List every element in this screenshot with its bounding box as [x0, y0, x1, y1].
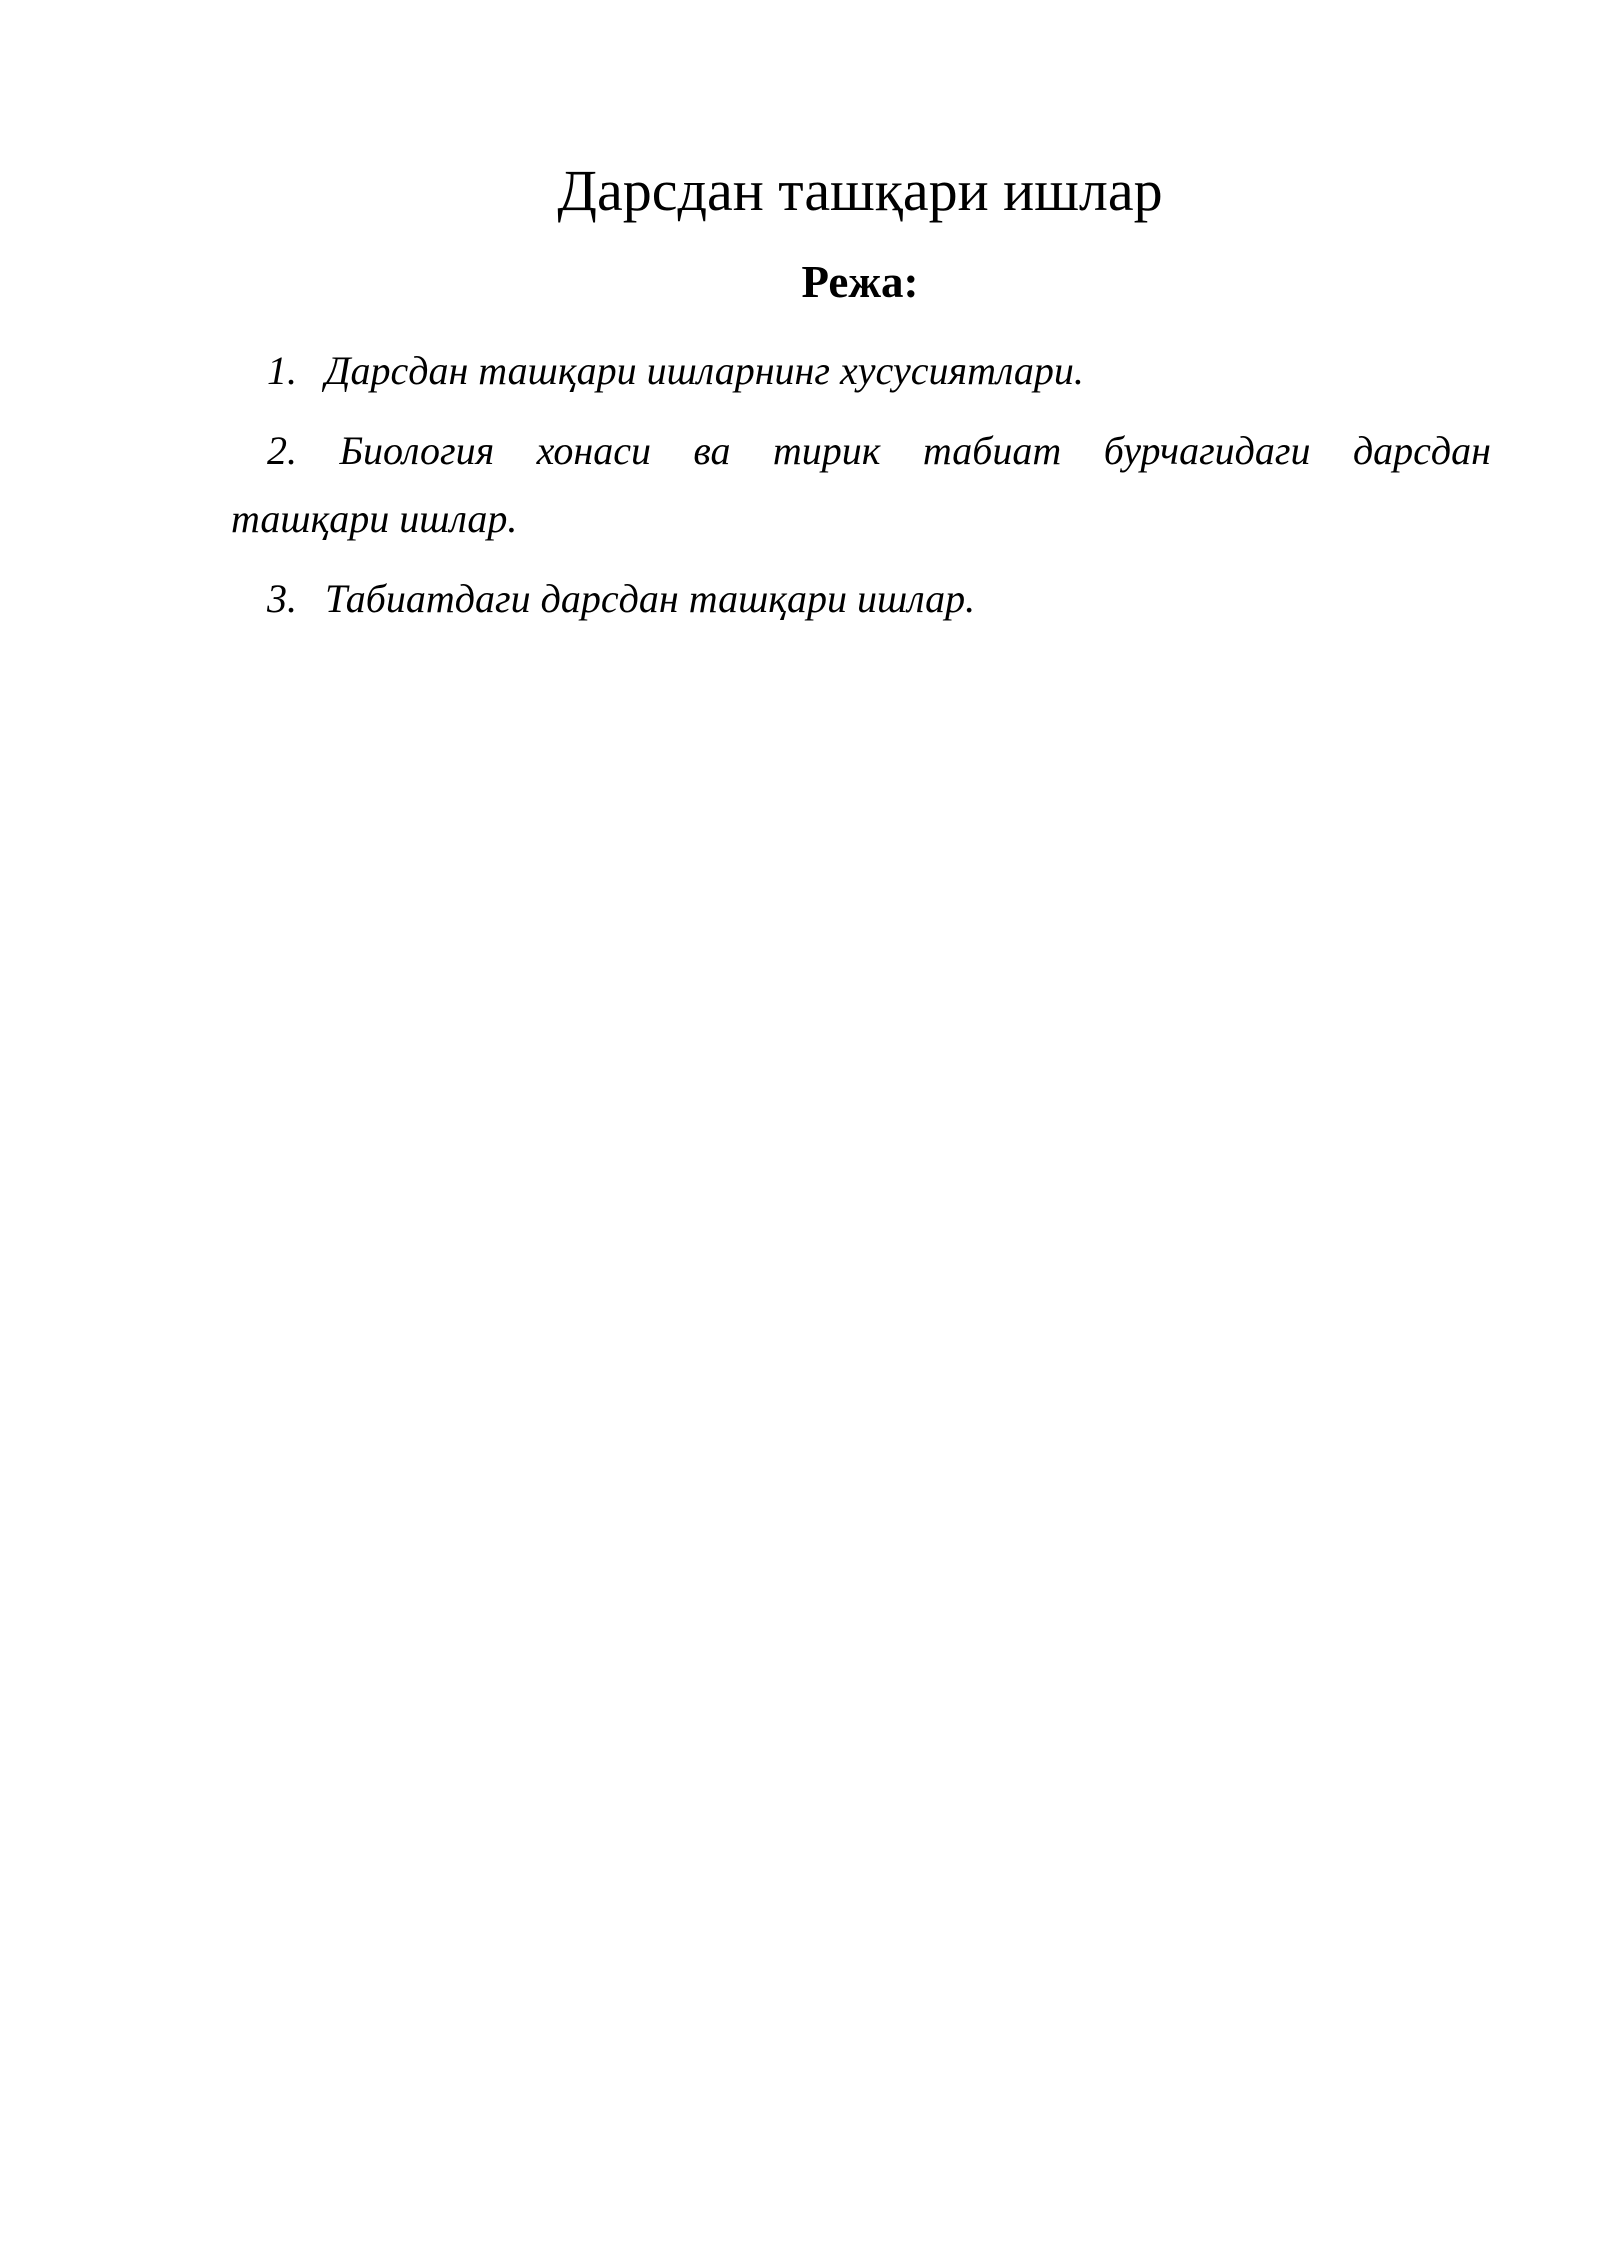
plan-item-1	[267, 336, 1084, 406]
plan-item-number: 2.	[267, 428, 297, 473]
plan-item-text: Биология хонаси ва тирик табиат бурчагидаги дарсдан	[339, 428, 1492, 473]
document-title: Дарсдан ташқари ишлар	[557, 158, 1163, 223]
plan-item-text: Дарсдан ташқари ишларнинг хусусиятлари.	[325, 348, 1084, 393]
plan-item-number: 1.	[267, 348, 297, 393]
plan-item-3	[267, 564, 975, 634]
plan-heading: Режа:	[801, 257, 919, 307]
plan-item-2	[231, 416, 1491, 554]
plan-item-text: Табиатдаги дарсдан ташқари ишлар.	[325, 576, 976, 621]
plan-item-number: 3.	[267, 576, 297, 621]
plan-item-text-continuation: ташқари ишлар.	[231, 496, 518, 541]
plan-item-line	[231, 416, 1491, 486]
